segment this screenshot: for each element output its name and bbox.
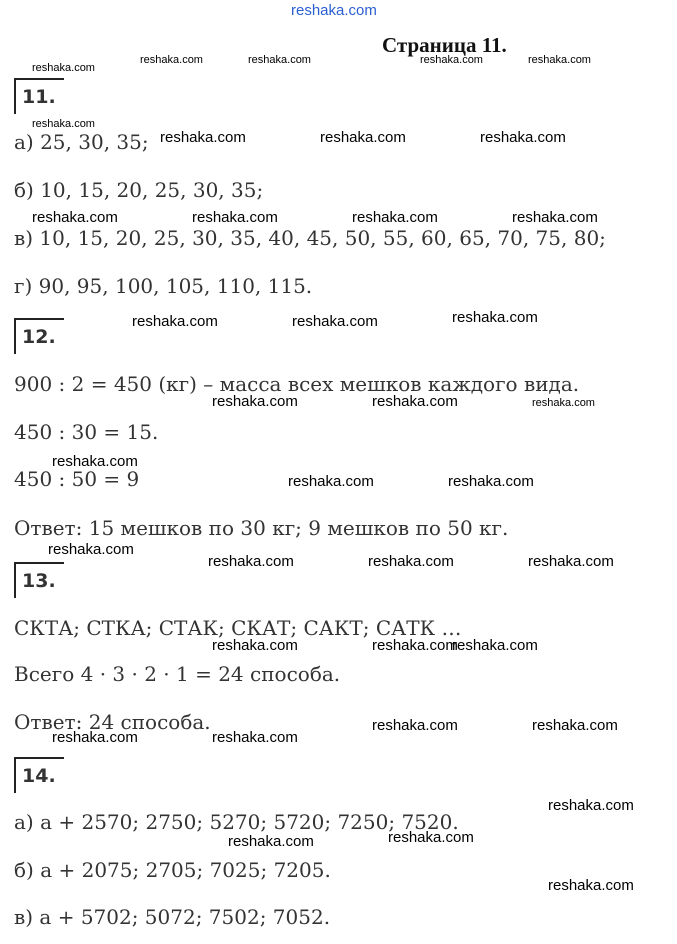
watermark: reshaka.com [292,313,378,330]
watermark: reshaka.com [52,453,138,470]
watermark: reshaka.com [132,313,218,330]
watermark: reshaka.com [160,129,246,146]
task-number-14: 14. [14,757,64,793]
watermark: reshaka.com [448,473,534,490]
watermark: reshaka.com [192,209,278,226]
task-11-line-b: б) 10, 15, 20, 25, 30, 35; [14,178,264,202]
watermark: reshaka.com [532,397,595,409]
watermark: reshaka.com [532,717,618,734]
task-13-line-1: СКТА; СТКА; СТАК; СКАТ; САКТ; САТК … [14,616,462,640]
watermark: reshaka.com [480,129,566,146]
site-link[interactable]: reshaka.com [291,2,377,19]
task-14-line-b: б) a + 2075; 2705; 7025; 7205. [14,858,331,882]
watermark: reshaka.com [388,829,474,846]
watermark: reshaka.com [372,637,458,654]
page-title: Страница 11. [382,33,507,57]
task-14-line-a: а) a + 2570; 2750; 5270; 5720; 7250; 7520. [14,810,459,834]
task-12-line-2: 450 : 30 = 15. [14,420,159,444]
watermark: reshaka.com [368,553,454,570]
watermark: reshaka.com [548,877,634,894]
watermark: reshaka.com [32,62,95,74]
watermark: reshaka.com [212,729,298,746]
task-number-11: 11. [14,78,64,114]
task-13-line-2: Всего 4 · 3 · 2 · 1 = 24 способа. [14,662,341,686]
watermark: reshaka.com [32,118,95,130]
task-12-line-1: 900 : 2 = 450 (кг) – масса всех мешков каждого вида. [14,372,580,396]
task-11-line-c: в) 10, 15, 20, 25, 30, 35, 40, 45, 50, 55, 60, 65, 70, 75, 80; [14,226,606,250]
watermark: reshaka.com [452,637,538,654]
task-14-line-c: в) a + 5702; 5072; 7502; 7052. [14,905,331,929]
watermark: reshaka.com [288,473,374,490]
watermark: reshaka.com [52,729,138,746]
watermark: reshaka.com [420,54,483,66]
watermark: reshaka.com [212,393,298,410]
task-number-13: 13. [14,562,64,598]
watermark: reshaka.com [228,833,314,850]
watermark: reshaka.com [320,129,406,146]
task-12-answer: Ответ: 15 мешков по 30 кг; 9 мешков по 50 кг. [14,516,509,540]
watermark: reshaka.com [48,541,134,558]
watermark: reshaka.com [208,553,294,570]
task-11-line-d: г) 90, 95, 100, 105, 110, 115. [14,274,313,298]
watermark: reshaka.com [140,54,203,66]
watermark: reshaka.com [512,209,598,226]
watermark: reshaka.com [352,209,438,226]
watermark: reshaka.com [212,637,298,654]
watermark: reshaka.com [548,797,634,814]
task-13-answer: Ответ: 24 способа. [14,710,211,734]
watermark: reshaka.com [248,54,311,66]
task-number-12: 12. [14,318,64,354]
watermark: reshaka.com [452,309,538,326]
watermark: reshaka.com [528,553,614,570]
watermark: reshaka.com [372,393,458,410]
watermark: reshaka.com [528,54,591,66]
task-12-line-3: 450 : 50 = 9 [14,467,140,491]
watermark: reshaka.com [32,209,118,226]
watermark: reshaka.com [372,717,458,734]
task-11-line-a: а) 25, 30, 35; [14,130,149,154]
